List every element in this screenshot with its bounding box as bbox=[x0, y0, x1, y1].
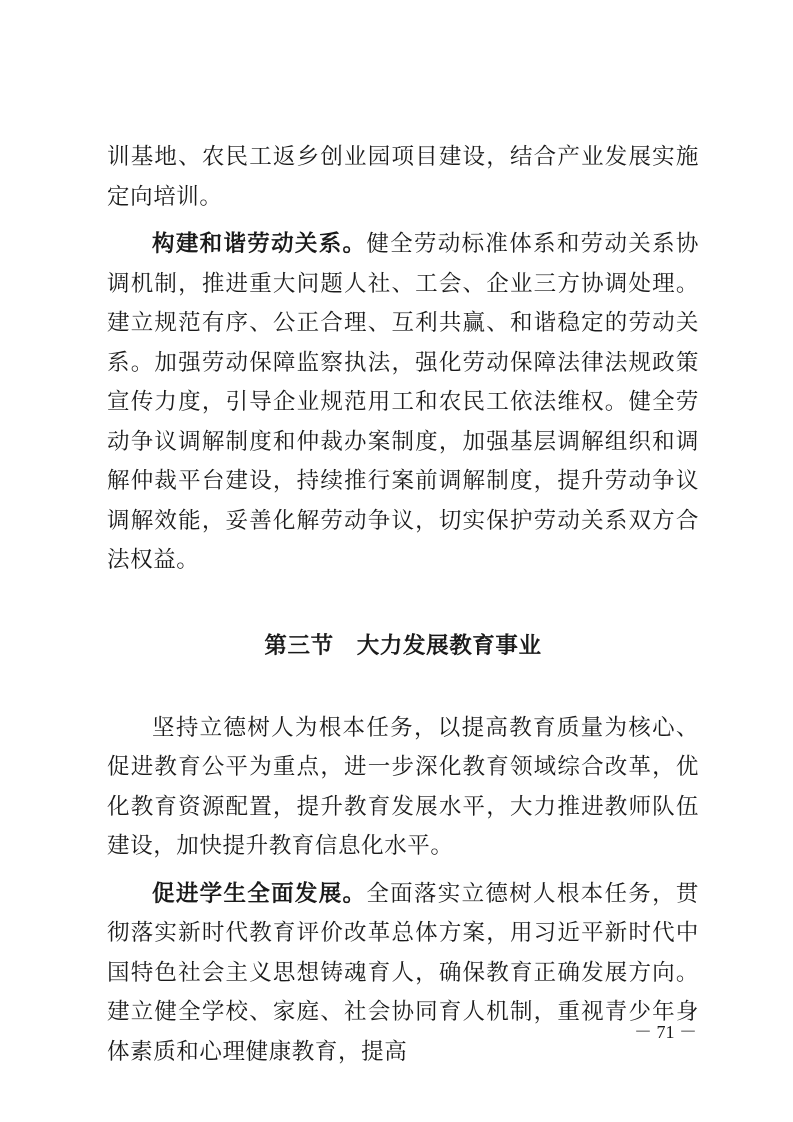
paragraph-labor-relations bbox=[107, 225, 699, 581]
section-heading: 第三节 大力发展教育事业 bbox=[264, 632, 542, 659]
paragraph-body-student-development: 全面落实立德树人根本任务，贯彻落实新时代教育评价改革总体方案，用习近平新时代中国特色社会主义思想铸魂育人，确保教育正确发展方向。建立健全学校、家庭、社会协同育人机制，重视青少年身体素质和心理健康教育，提高 bbox=[107, 880, 699, 1065]
paragraph-continuation: 训基地、农民工返乡创业园项目建设，结合产业发展实施定向培训。 bbox=[107, 144, 699, 210]
paragraph-education-intro: 坚持立德树人为根本任务，以提高教育质量为核心、促进教育公平为重点，进一步深化教育领域综合改革，优化教育资源配置，提升教育发展水平，大力推进教师队伍建设，加快提升教育信息化水平。 bbox=[107, 714, 699, 859]
paragraph-lead-student-development: 促进学生全面发展。 bbox=[152, 880, 367, 907]
document-body bbox=[107, 138, 699, 1072]
paragraph-student-development bbox=[107, 875, 699, 1073]
page-number: － 71 － bbox=[634, 1022, 697, 1042]
paragraph-body-labor-relations: 健全劳动标准体系和劳动关系协调机制，推进重大问题人社、工会、企业三方协调处理。建立规范有序、公正合理、互利共赢、和谐稳定的劳动关系。加强劳动保障监察执法，强化劳动保障法律法规政策宣传力度，引导企业规范用工和农民工依法维权。健全劳动争议调解制度和仲裁办案制度，加强基层调解组织和调解仲裁平台建设，持续推行案前调解制度，提升劳动争议调解效能，妥善化解劳动争议，切实保护劳动关系双方合法权益。 bbox=[107, 231, 699, 573]
paragraph-lead-labor-relations: 构建和谐劳动关系。 bbox=[152, 231, 367, 257]
